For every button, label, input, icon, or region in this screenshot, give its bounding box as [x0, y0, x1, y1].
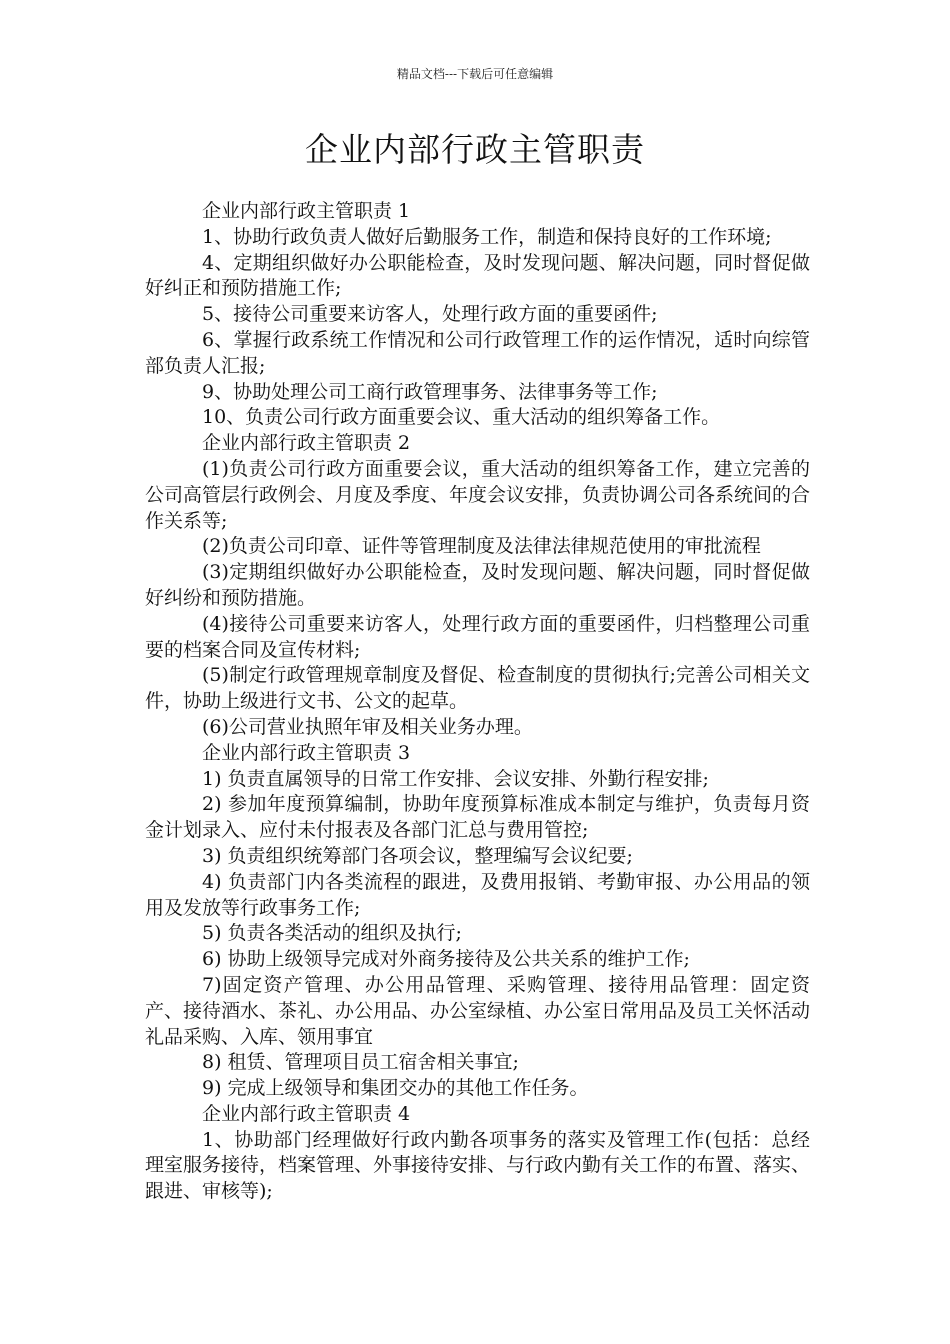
paragraph: 5、接待公司重要来访客人，处理行政方面的重要函件;	[202, 303, 658, 326]
paragraph: 6、掌握行政系统工作情况和公司行政管理工作的运作情况，适时向综管部负责人汇报;	[145, 328, 810, 377]
paragraph: 5) 负责各类活动的组织及执行;	[202, 922, 462, 945]
paragraph: 3) 负责组织统筹部门各项会议，整理编写会议纪要;	[202, 844, 633, 867]
document-body	[145, 199, 810, 1205]
section-heading: 企业内部行政主管职责 4	[202, 1102, 411, 1125]
paragraph: (6)公司营业执照年审及相关业务办理。	[202, 715, 533, 738]
section-heading: 企业内部行政主管职责 3	[202, 741, 411, 764]
paragraph: 7)固定资产管理、办公用品管理、采购管理、接待用品管理：固定资产、接待酒水、茶礼、办公用品、办公室绿植、办公室日常用品及员工关怀活动礼品采购、入库、领用事宜	[145, 973, 811, 1048]
paragraph: 4、定期组织做好办公职能检查，及时发现问题、解决问题，同时督促做好纠正和预防措施工作;	[145, 251, 810, 300]
section-heading: 企业内部行政主管职责 2	[202, 432, 411, 455]
header-note: 精品文档---下载后可任意编辑	[396, 67, 554, 81]
paragraph: 6) 协助上级领导完成对外商务接待及公共关系的维护工作;	[202, 948, 690, 971]
paragraph: (2)负责公司印章、证件等管理制度及法律法律规范使用的审批流程	[202, 535, 761, 558]
paragraph: (5)制定行政管理规章制度及督促、检查制度的贯彻执行;完善公司相关文件，协助上级进行文书、公文的起草。	[145, 664, 810, 713]
paragraph: (4)接待公司重要来访客人，处理行政方面的重要函件，归档整理公司重要的档案合同及宣传材料;	[145, 612, 810, 661]
paragraph: 1、协助部门经理做好行政内勤各项事务的落实及管理工作(包括：总经理室服务接待，档案管理、外事接待安排、与行政内勤有关工作的布置、落实、跟进、审核等);	[145, 1128, 811, 1203]
paragraph: 8) 租赁、管理项目员工宿舍相关事宜;	[202, 1051, 519, 1074]
paragraph: 10、负责公司行政方面重要会议、重大活动的组织筹备工作。	[202, 406, 721, 429]
paragraph: 1) 负责直属领导的日常工作安排、会议安排、外勤行程安排;	[202, 767, 709, 790]
paragraph: (1)负责公司行政方面重要会议，重大活动的组织筹备工作，建立完善的公司高管层行政例会、月度及季度、年度会议安排，负责协调公司各系统间的合作关系等;	[145, 457, 811, 532]
paragraph: 9、协助处理公司工商行政管理事务、法律事务等工作;	[202, 380, 658, 403]
document-title: 企业内部行政主管职责	[305, 130, 645, 169]
section-heading: 企业内部行政主管职责 1	[202, 200, 411, 222]
paragraph: 4) 负责部门内各类流程的跟进，及费用报销、考勤审报、办公用品的领用及发放等行政事务工作;	[145, 870, 810, 919]
paragraph: 1、协助行政负责人做好后勤服务工作，制造和保持良好的工作环境;	[202, 225, 772, 248]
paragraph: (3)定期组织做好办公职能检查，及时发现问题、解决问题，同时督促做好纠纷和预防措施。	[145, 561, 810, 609]
paragraph: 9) 完成上级领导和集团交办的其他工作任务。	[202, 1077, 589, 1100]
paragraph: 2) 参加年度预算编制，协助年度预算标准成本制定与维护，负责每月资金计划录入、应付未付报表及各部门汇总与费用管控;	[145, 793, 810, 842]
